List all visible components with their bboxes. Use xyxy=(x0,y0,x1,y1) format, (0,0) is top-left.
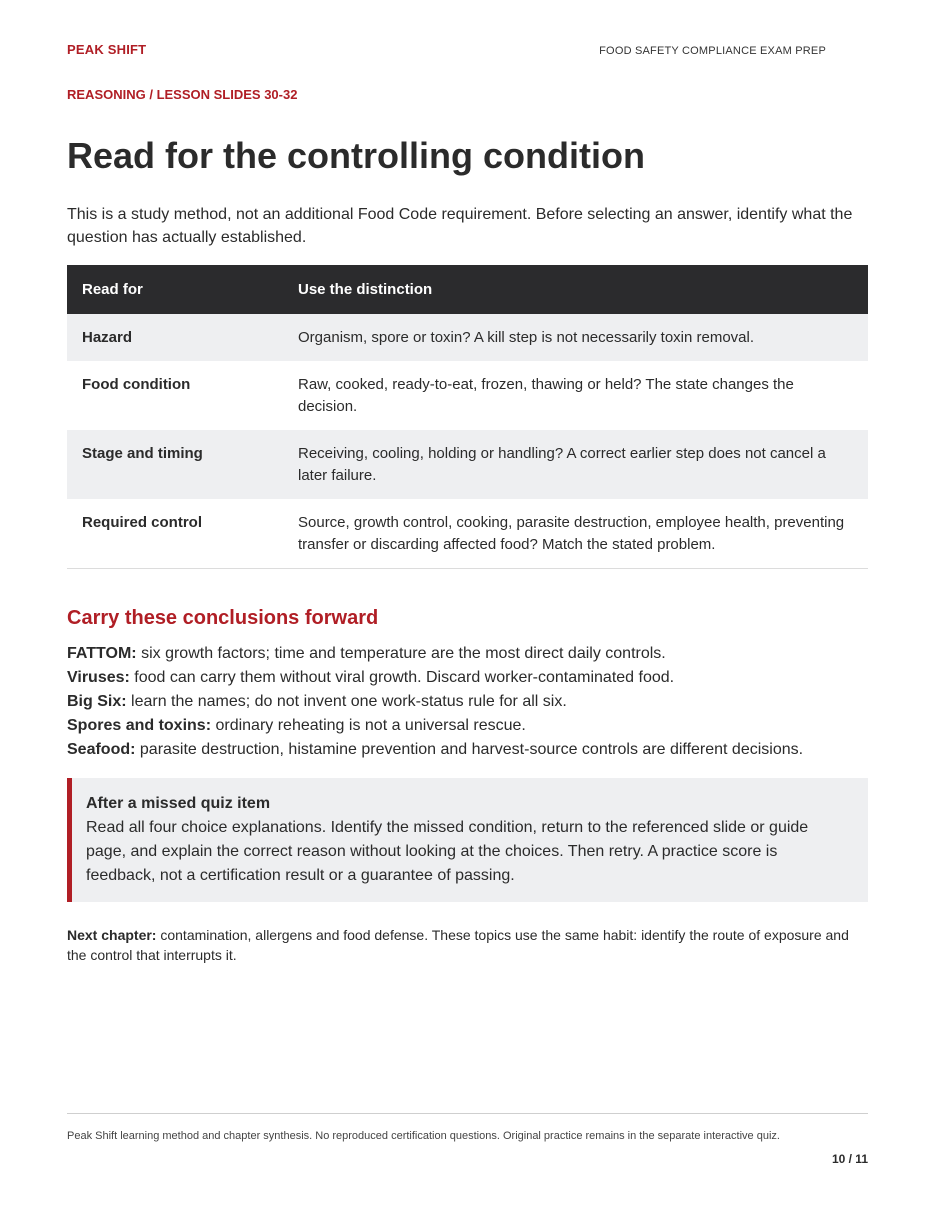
list-item xyxy=(67,714,877,738)
distinction-table xyxy=(67,265,868,569)
callout-body: Read all four choice explanations. Identify the missed condition, return to the referenced slide or guide page, and explain the correct reason without looking at the choices. Then retry. A practice score is feedback, not a certification result or a guarantee of passing. xyxy=(86,819,809,884)
item-text: food can carry them without viral growth. Discard worker-contaminated food. xyxy=(129,669,675,686)
next-chapter-text: contamination, allergens and food defense. These topics use the same habit: identify the route of exposure and the control that interrupts it. xyxy=(67,927,849,963)
conclusions-list xyxy=(67,642,877,762)
list-item xyxy=(67,738,877,762)
callout-title: After a missed quiz item xyxy=(86,795,271,812)
next-chapter-label: Next chapter: xyxy=(67,927,157,943)
brand-name: PEAK SHIFT xyxy=(67,42,147,57)
row-text: Receiving, cooling, holding or handling? A correct earlier step does not cancel a later failure. xyxy=(283,430,868,499)
row-label: Hazard xyxy=(67,314,283,361)
row-text: Source, growth control, cooking, parasite destruction, employee health, preventing transfer or discarding affected food? Match the stated problem. xyxy=(283,499,868,569)
item-text: ordinary reheating is not a universal rescue. xyxy=(211,717,526,734)
page xyxy=(67,0,868,1210)
page-title: Read for the controlling condition xyxy=(67,135,645,176)
table-row xyxy=(67,499,868,569)
table-header-row xyxy=(67,265,868,314)
item-term: Viruses: xyxy=(67,669,130,686)
list-item xyxy=(67,666,877,690)
table-header-read-for: Read for xyxy=(67,265,283,314)
row-text: Raw, cooked, ready-to-eat, frozen, thawing or held? The state changes the decision. xyxy=(298,376,794,415)
document-title: FOOD SAFETY COMPLIANCE EXAM PREP xyxy=(599,45,826,57)
table-header-use-distinction: Use the distinction xyxy=(283,265,868,314)
intro-text: This is a study method, not an additional Food Code requirement. Before selecting an answer, identify what the question has actually established. xyxy=(67,206,853,246)
table-row xyxy=(67,361,868,430)
next-chapter-note xyxy=(67,925,857,965)
item-text: parasite destruction, histamine prevention and harvest-source controls are different decisions. xyxy=(135,741,804,758)
missed-quiz-callout xyxy=(67,778,868,902)
item-term: Spores and toxins: xyxy=(67,717,212,734)
row-label: Required control xyxy=(67,499,283,569)
item-text: learn the names; do not invent one work-status rule for all six. xyxy=(126,693,567,710)
list-item xyxy=(67,690,877,714)
conclusions-heading: Carry these conclusions forward xyxy=(67,607,379,629)
item-term: FATTOM: xyxy=(67,645,137,662)
section-label: REASONING / LESSON SLIDES 30-32 xyxy=(67,87,298,102)
item-text: six growth factors; time and temperature are the most direct daily controls. xyxy=(136,645,666,662)
row-label: Food condition xyxy=(82,376,191,393)
list-item xyxy=(67,642,877,666)
footer-divider xyxy=(67,1113,868,1114)
table-row xyxy=(67,430,868,499)
table-row xyxy=(67,314,868,361)
footer-note: Peak Shift learning method and chapter synthesis. No reproduced certification questions. Original practice remains in the separate interactive quiz. xyxy=(67,1130,780,1142)
row-label: Stage and timing xyxy=(67,430,283,499)
item-term: Big Six: xyxy=(67,693,127,710)
item-term: Seafood: xyxy=(67,741,136,758)
page-number: 10 / 11 xyxy=(831,1152,868,1166)
row-text: Organism, spore or toxin? A kill step is not necessarily toxin removal. xyxy=(283,314,868,361)
